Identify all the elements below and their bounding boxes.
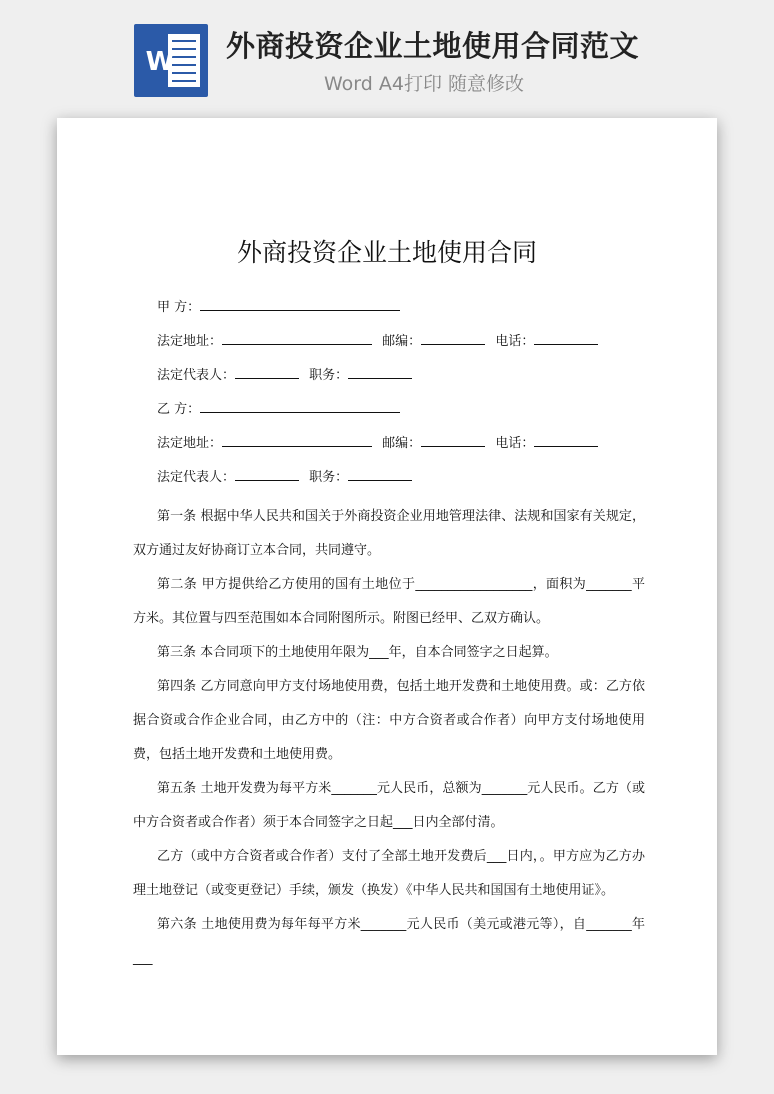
zip-label: 邮编：	[382, 334, 422, 349]
phone-label: 电话：	[495, 436, 535, 451]
header-banner	[0, 0, 774, 112]
position-label: 职务：	[309, 470, 349, 485]
article-2: 第二条 甲方提供给乙方使用的国有土地位于__________________，面积为_______平方米。其位置与四至范围如本合同附图所示。附图已经甲、乙双方确认。	[133, 577, 645, 626]
article-4: 第四条 乙方同意向甲方支付场地使用费，包括土地开发费和土地使用费。或：乙方依据合资或合作企业合同，由乙方中的（注：中方合资者或合作者）向甲方支付场地使用费，包括土地开发费和土地使用费。	[133, 679, 645, 762]
article-6: 第六条 土地使用费为每年每平方米_______元人民币（美元或港元等），自_______年___	[133, 917, 645, 966]
address-label: 法定地址：	[157, 334, 223, 349]
document-title: 外商投资企业土地使用合同	[236, 238, 537, 267]
position-label: 职务：	[309, 368, 349, 383]
zip-label: 邮编：	[382, 436, 422, 451]
rep-label: 法定代表人：	[157, 368, 236, 383]
rep-blank[interactable]	[235, 364, 299, 379]
zip-blank[interactable]	[421, 432, 485, 447]
address-blank[interactable]	[222, 330, 372, 345]
party-fields	[157, 296, 598, 500]
party-b-blank[interactable]	[200, 398, 400, 413]
party-a-label: 甲 方：	[157, 300, 201, 315]
phone-label: 电话：	[495, 334, 535, 349]
word-logo-letter: W	[145, 47, 175, 77]
party-a-row	[157, 296, 598, 330]
party-a-address-row	[157, 330, 598, 364]
doc-line	[172, 40, 196, 42]
address-label: 法定地址：	[157, 436, 223, 451]
party-b-rep-row	[157, 466, 598, 500]
watermark	[88, 454, 134, 503]
article-5: 第五条 土地开发费为每平方米_______元人民币，总额为_______元人民币。乙方（或中方合资者或合作者）须于本合同签字之日起___日内全部付清。	[133, 781, 645, 830]
word-logo-icon	[134, 24, 208, 97]
article-5-continued: 乙方（或中方合资者或合作者）支付了全部土地开发费后___日内，。甲方应为乙方办理土地登记（或变更登记）手续，颁发（换发）《中华人民共和国国有土地使用证》。	[133, 849, 645, 898]
doc-line	[172, 80, 196, 82]
rep-label: 法定代表人：	[157, 470, 236, 485]
phone-blank[interactable]	[534, 330, 598, 345]
position-blank[interactable]	[348, 466, 412, 481]
party-b-address-row	[157, 432, 598, 466]
banner-subtitle: Word A4打印 随意修改	[324, 73, 525, 95]
address-blank[interactable]	[222, 432, 372, 447]
document-page	[57, 118, 717, 1055]
party-a-rep-row	[157, 364, 598, 398]
position-blank[interactable]	[348, 364, 412, 379]
article-1: 第一条 根据中华人民共和国关于外商投资企业用地管理法律、法规和国家有关规定，双方通过友好协商订立本合同，共同遵守。	[133, 509, 645, 558]
rep-blank[interactable]	[235, 466, 299, 481]
zip-blank[interactable]	[421, 330, 485, 345]
party-a-blank[interactable]	[200, 296, 400, 311]
party-b-label: 乙 方：	[157, 402, 201, 417]
article-3: 第三条 本合同项下的土地使用年限为___年，自本合同签字之日起算。	[157, 645, 558, 660]
banner-title: 外商投资企业土地使用合同范文	[226, 29, 640, 63]
party-b-row	[157, 398, 598, 432]
phone-blank[interactable]	[534, 432, 598, 447]
